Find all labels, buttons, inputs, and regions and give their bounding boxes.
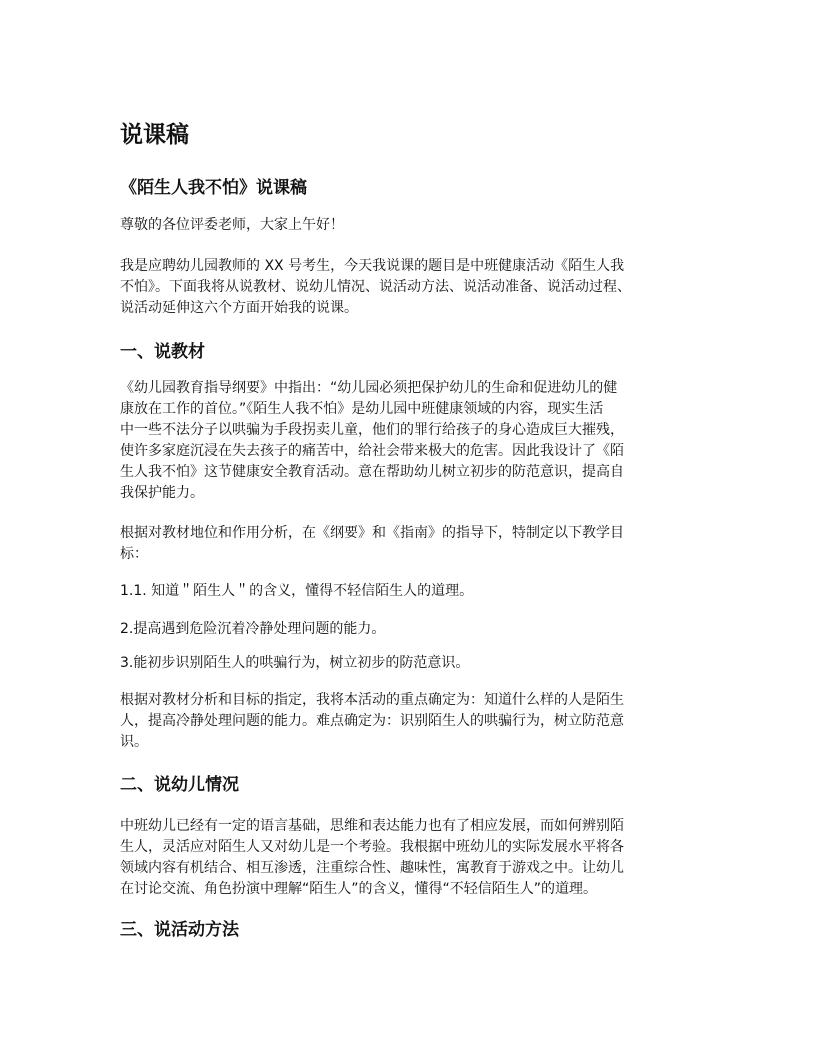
lesson-title: 《陌生人我不怕》说课稿 (120, 178, 307, 198)
paragraph-line: 识。 (120, 734, 148, 750)
section-heading-textbook: 一、说教材 (120, 342, 205, 362)
greeting-paragraph (120, 215, 710, 236)
goal-item-3 (120, 653, 710, 674)
paragraph-line: 我保护能力。 (120, 485, 204, 501)
document-title: 说课稿 (120, 122, 189, 148)
section-heading-methods: 三、说活动方法 (120, 920, 239, 940)
goal-item-2 (120, 619, 710, 640)
textbook-paragraph-1 (120, 378, 710, 504)
textbook-paragraph-2 (120, 523, 710, 565)
paragraph-line: 使许多家庭沉浸在失去孩子的痛苦中，给社会带来极大的危害。因此我设计了《陌 (120, 443, 624, 459)
children-paragraph (120, 816, 710, 900)
paragraph-line: 根据对教材分析和目标的指定，我将本活动的重点确定为：知道什么样的人是陌生 (120, 692, 624, 708)
section-heading-children: 二、说幼儿情况 (120, 775, 239, 795)
goal-item-1 (120, 581, 710, 602)
paragraph-line: 标： (120, 546, 148, 562)
paragraph-line: 《幼儿园教育指导纲要》中指出：“幼儿园必须把保护幼儿的生命和促进幼儿的健 (120, 380, 618, 396)
goal-line: 1.1. 知道＂陌生人＂的含义，懂得不轻信陌生人的道理。 (120, 583, 474, 599)
paragraph-line: 领域内容有机结合、相互渗透，注重综合性、趣味性，寓教育于游戏之中。让幼儿 (120, 860, 624, 876)
paragraph-line: 康放在工作的首位。”《陌生人我不怕》是幼儿园中班健康领域的内容，现实生活 (120, 401, 604, 417)
greeting-line: 尊敬的各位评委老师，大家上午好！ (120, 217, 344, 233)
paragraph-line: 人，提高冷静处理问题的能力。难点确定为：识别陌生人的哄骗行为，树立防范意 (120, 713, 624, 729)
intro-line: 不怕》。下面我将从说教材、说幼儿情况、说活动方法、说活动准备、说活动过程、 (120, 279, 631, 295)
paragraph-line: 在讨论交流、角色扮演中理解“陌生人”的含义，懂得“不轻信陌生人”的道理。 (120, 881, 598, 897)
paragraph-line: 中班幼儿已经有一定的语言基础，思维和表达能力也有了相应发展，而如何辨别陌 (120, 818, 624, 834)
textbook-paragraph-3 (120, 690, 710, 753)
paragraph-line: 生人我不怕》这节健康安全教育活动。意在帮助幼儿树立初步的防范意识，提高自 (120, 464, 624, 480)
paragraph-line: 根据对教材地位和作用分析，在《纲要》和《指南》的指导下，特制定以下教学目 (120, 525, 624, 541)
goal-line: 3.能初步识别陌生人的哄骗行为，树立初步的防范意识。 (120, 655, 470, 671)
intro-line: 我是应聘幼儿园教师的 XX 号考生，今天我说课的题目是中班健康活动《陌生人我 (120, 258, 625, 274)
intro-line: 说活动延伸这六个方面开始我的说课。 (120, 300, 358, 316)
intro-paragraph (120, 256, 710, 319)
goal-line: 2.提高遇到危险沉着冷静处理问题的能力。 (120, 621, 386, 637)
paragraph-line: 生人，灵活应对陌生人又对幼儿是一个考验。我根据中班幼儿的实际发展水平将各 (120, 839, 624, 855)
paragraph-line: 中一些不法分子以哄骗为手段拐卖儿童，他们的罪行给孩子的身心造成巨大摧残， (120, 422, 624, 438)
